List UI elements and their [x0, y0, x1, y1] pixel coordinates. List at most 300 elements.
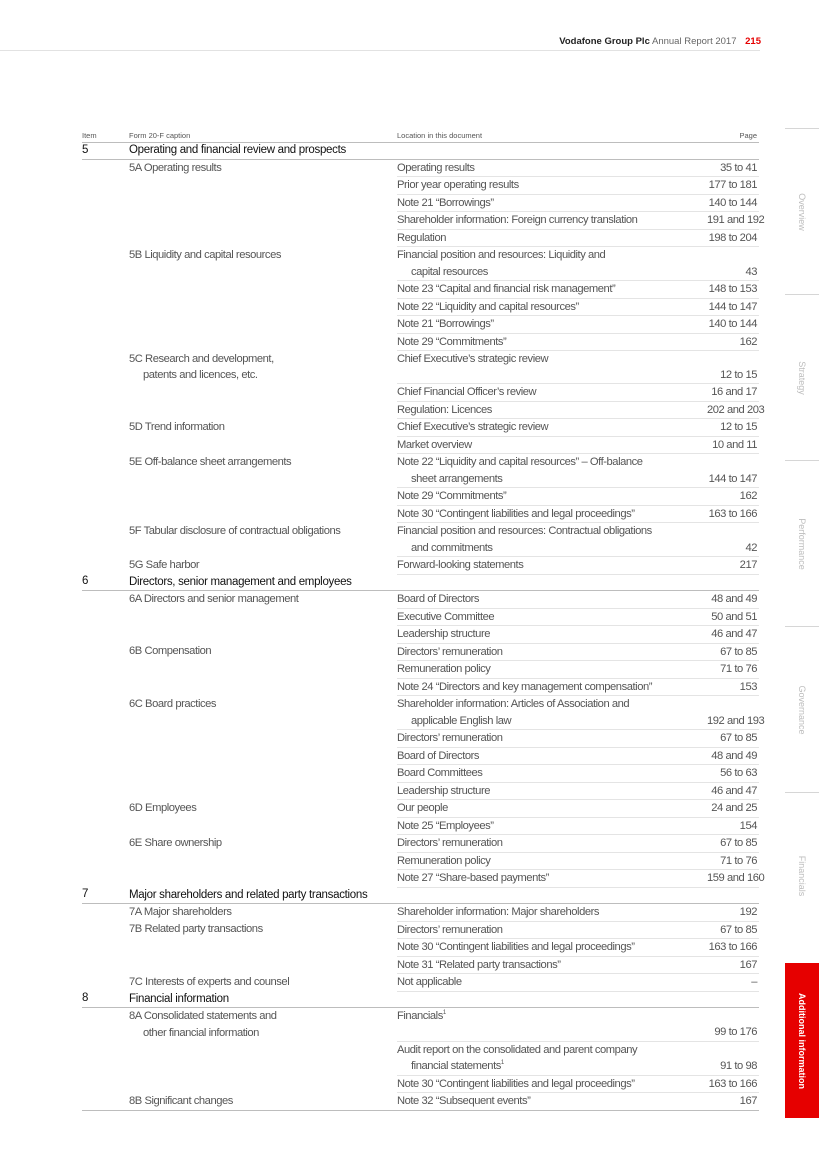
page-cell: 50 and 51: [707, 608, 759, 626]
table-row: [82, 730, 759, 748]
page-cell: 46 and 47: [707, 626, 759, 644]
table-row: [82, 626, 759, 644]
table-row: [82, 281, 759, 299]
page-number: 215: [745, 36, 761, 47]
location-text: Note 27 “Share-based payments”: [397, 872, 549, 884]
caption-cell: [129, 608, 397, 626]
table-row: [82, 835, 759, 853]
item-cell: [82, 1008, 129, 1042]
location-cell: [397, 488, 707, 506]
page-cell: 46 and 47: [707, 782, 759, 800]
side-tab-label: Financials: [797, 855, 807, 897]
location-cell: [397, 800, 707, 818]
location-text: Audit report on the consolidated and parent company: [397, 1043, 638, 1056]
location-cell: [397, 505, 707, 523]
location-cell: [397, 765, 707, 783]
location-cell: [397, 419, 707, 437]
location-cell: [397, 591, 707, 609]
caption-cell: [129, 591, 397, 609]
column-header-page: Page: [707, 128, 759, 143]
side-tab-label: Overview: [797, 193, 807, 231]
table-row: [82, 212, 759, 230]
page-cell: 56 to 63: [707, 765, 759, 783]
location-text: Leadership structure: [397, 628, 490, 640]
table-header-row: [82, 128, 759, 143]
section-row: [82, 574, 759, 591]
location-continuation-text: and commitments: [411, 541, 493, 554]
location-continuation: [397, 471, 707, 488]
location-cell: [397, 401, 707, 419]
caption-cell: [129, 974, 397, 992]
page-cell: 71 to 76: [707, 852, 759, 870]
location-cell: [397, 384, 707, 402]
item-cell: [82, 1075, 129, 1093]
location-text: Remuneration policy: [397, 854, 491, 867]
caption-cell: [129, 782, 397, 800]
page-cell: 154: [707, 817, 759, 835]
location-text: Note 22 “Liquidity and capital resources” – Off-balance: [397, 456, 643, 468]
section-item-number: 8: [82, 991, 129, 1008]
caption-text: 5A Operating results: [129, 161, 222, 174]
table-row: [82, 1093, 759, 1111]
caption-cell: [129, 281, 397, 299]
column-header-caption: Form 20-F caption: [129, 128, 397, 143]
page-cell: 217: [707, 557, 759, 575]
location-cell: [397, 1041, 707, 1075]
item-cell: [82, 436, 129, 454]
caption-cell: [129, 1075, 397, 1093]
caption-cell: [129, 488, 397, 506]
table-row: [82, 177, 759, 195]
caption-cell: [129, 956, 397, 974]
location-text: Chief Executive’s strategic review: [397, 421, 549, 433]
table-row: [82, 696, 759, 730]
page-cell: 177 to 181: [707, 177, 759, 195]
caption-continuation: patents and licences, etc.: [143, 369, 258, 381]
table-body: [82, 143, 765, 1111]
page-cell: 167: [707, 1093, 759, 1111]
page-cell: 163 to 166: [707, 505, 759, 523]
location-text: Note 30 “Contingent liabilities and legal proceedings”: [397, 1077, 635, 1090]
company-name: Vodafone Group Plc: [559, 36, 650, 47]
location-continuation: [397, 713, 707, 730]
section-title: Operating and financial review and prospects: [129, 143, 759, 160]
item-cell: [82, 608, 129, 626]
section-title: Financial information: [129, 991, 759, 1008]
location-cell: [397, 298, 707, 316]
item-cell: [82, 557, 129, 575]
location-continuation: [397, 264, 707, 281]
page-cell: 191 and 192: [707, 212, 759, 230]
page-cell: 48 and 49: [707, 747, 759, 765]
caption-cell: [129, 557, 397, 575]
item-cell: [82, 921, 129, 939]
table-row: [82, 159, 759, 177]
location-text: Shareholder information: Foreign currency translation: [397, 214, 638, 226]
page-cell: 162: [707, 488, 759, 506]
location-cell: [397, 730, 707, 748]
table-row: [82, 557, 759, 575]
caption-cell: [129, 316, 397, 334]
location-text: Note 32 “Subsequent events”: [397, 1095, 531, 1107]
caption-cell: [129, 626, 397, 644]
caption-cell: [129, 454, 397, 488]
location-cell: [397, 316, 707, 334]
location-cell: [397, 1008, 707, 1042]
item-cell: [82, 661, 129, 679]
side-tab-label: Strategy: [797, 361, 807, 395]
location-cell: [397, 212, 707, 230]
caption-cell: [129, 212, 397, 230]
item-cell: [82, 247, 129, 281]
location-text: Directors’ remuneration: [397, 645, 503, 658]
location-text: Note 22 “Liquidity and capital resources”: [397, 300, 579, 313]
caption-cell: [129, 523, 397, 557]
table-row: [82, 384, 759, 402]
item-cell: [82, 384, 129, 402]
page-cell: 162: [707, 333, 759, 351]
caption-cell: [129, 419, 397, 437]
location-text: Not applicable: [397, 976, 462, 988]
caption-cell: [129, 177, 397, 195]
section-row: [82, 991, 759, 1008]
caption-cell: [129, 643, 397, 661]
table-row: [82, 351, 759, 384]
location-cell: [397, 921, 707, 939]
caption-cell: [129, 159, 397, 177]
section-item-number: 5: [82, 143, 129, 160]
page-cell: 67 to 85: [707, 921, 759, 939]
location-cell: [397, 835, 707, 853]
caption-text: 6A Directors and senior management: [129, 593, 299, 605]
page-cell: 163 to 166: [707, 1075, 759, 1093]
side-tab-strategy[interactable]: [785, 294, 819, 461]
caption-cell: [129, 661, 397, 679]
item-cell: [82, 298, 129, 316]
location-text: Note 24 “Directors and key management compensation”: [397, 680, 653, 693]
item-cell: [82, 835, 129, 853]
side-tab-label: Governance: [797, 685, 807, 735]
table-row: [82, 401, 759, 419]
location-continuation-text: applicable English law: [411, 714, 512, 727]
table-row: [82, 1041, 759, 1075]
location-cell: [397, 351, 707, 384]
location-cell: [397, 678, 707, 696]
item-cell: [82, 316, 129, 334]
location-cell: [397, 194, 707, 212]
table-row: [82, 505, 759, 523]
caption-cell: [129, 333, 397, 351]
page-cell: 24 and 25: [707, 800, 759, 818]
table-row: [82, 608, 759, 626]
table-row: [82, 298, 759, 316]
location-cell: [397, 608, 707, 626]
item-cell: [82, 212, 129, 230]
table-row: [82, 194, 759, 212]
caption-cell: [129, 870, 397, 888]
location-text: Directors’ remuneration: [397, 732, 503, 744]
page-cell: 42: [707, 523, 759, 557]
caption-text: 5B Liquidity and capital resources: [129, 248, 281, 261]
side-tab-overview[interactable]: [785, 128, 819, 295]
location-text: Chief Executive’s strategic review: [397, 353, 549, 365]
location-text: Board of Directors: [397, 749, 480, 762]
footnote-marker: 1: [500, 1060, 504, 1066]
table-row: [82, 419, 759, 437]
location-cell: [397, 1075, 707, 1093]
location-text: Operating results: [397, 161, 475, 174]
table-row: [82, 229, 759, 247]
section-item-number: 6: [82, 574, 129, 591]
page-cell: 153: [707, 678, 759, 696]
section-row: [82, 887, 759, 904]
location-text: Remuneration policy: [397, 663, 491, 675]
item-cell: [82, 229, 129, 247]
page-cell: 43: [707, 247, 759, 281]
section-title: Major shareholders and related party transactions: [129, 887, 759, 904]
location-cell: [397, 281, 707, 299]
item-cell: [82, 696, 129, 730]
location-continuation: [397, 540, 707, 557]
item-cell: [82, 591, 129, 609]
caption-cell: [129, 696, 397, 730]
table-row: [82, 247, 759, 281]
item-cell: [82, 454, 129, 488]
item-cell: [82, 939, 129, 957]
location-text: Note 21 “Borrowings”: [397, 196, 494, 209]
table-row: [82, 454, 759, 488]
item-cell: [82, 159, 129, 177]
table-row: [82, 436, 759, 454]
caption-cell: [129, 505, 397, 523]
table-row: [82, 974, 759, 992]
location-text: Leadership structure: [397, 784, 490, 797]
page-cell: 12 to 15: [707, 419, 759, 437]
column-header-location: Location in this document: [397, 128, 707, 143]
caption-cell: [129, 800, 397, 818]
page-cell: 48 and 49: [707, 591, 759, 609]
caption-text: 8B Significant changes: [129, 1094, 233, 1107]
location-cell: [397, 661, 707, 679]
location-continuation: [397, 1058, 707, 1075]
location-cell: [397, 1093, 707, 1111]
page-cell: 144 to 147: [707, 298, 759, 316]
table-row: [82, 661, 759, 679]
side-tab-additional-information[interactable]: [785, 963, 819, 1118]
caption-cell: [129, 247, 397, 281]
item-cell: [82, 505, 129, 523]
location-text: Note 31 “Related party transactions”: [397, 958, 561, 971]
page-cell: 35 to 41: [707, 159, 759, 177]
caption-text: 7B Related party transactions: [129, 923, 263, 935]
item-cell: [82, 852, 129, 870]
location-cell: [397, 177, 707, 195]
item-cell: [82, 419, 129, 437]
caption-text: 6D Employees: [129, 801, 197, 814]
section-item-number: 7: [82, 887, 129, 904]
caption-text: 6B Compensation: [129, 645, 212, 657]
caption-text: 6C Board practices: [129, 697, 217, 710]
item-cell: [82, 817, 129, 835]
caption-text: 8A Consolidated statements and: [129, 1010, 277, 1022]
location-cell: [397, 523, 707, 557]
location-cell: [397, 904, 707, 922]
page-cell: 71 to 76: [707, 661, 759, 679]
location-cell: [397, 454, 707, 488]
item-cell: [82, 488, 129, 506]
item-cell: [82, 1093, 129, 1111]
page-cell: 140 to 144: [707, 316, 759, 334]
table-row: [82, 591, 759, 609]
caption-text: 5C Research and development,: [129, 352, 274, 365]
table-row: [82, 870, 759, 888]
caption-cell: [129, 384, 397, 402]
item-cell: [82, 974, 129, 992]
location-text: Shareholder information: Major shareholders: [397, 906, 600, 918]
page-cell: 144 to 147: [707, 454, 759, 488]
location-cell: [397, 939, 707, 957]
page-cell: 140 to 144: [707, 194, 759, 212]
location-cell: [397, 696, 707, 730]
page-cell: 67 to 85: [707, 730, 759, 748]
footnote-marker: 1: [442, 1010, 446, 1016]
caption-cell: [129, 939, 397, 957]
caption-text: 5F Tabular disclosure of contractual obligations: [129, 524, 341, 537]
side-tab-financials[interactable]: [785, 792, 819, 959]
item-cell: [82, 765, 129, 783]
caption-cell: [129, 229, 397, 247]
table-row: [82, 1075, 759, 1093]
page-cell: 10 and 11: [707, 436, 759, 454]
table-row: [82, 904, 759, 922]
location-cell: [397, 747, 707, 765]
location-cell: [397, 229, 707, 247]
section-title: Directors, senior management and employees: [129, 574, 759, 591]
location-cell: [397, 247, 707, 281]
location-text: Our people: [397, 802, 448, 814]
caption-continuation: other financial information: [143, 1026, 259, 1039]
location-text: Regulation: [397, 231, 446, 244]
caption-cell: [129, 436, 397, 454]
item-cell: [82, 523, 129, 557]
caption-cell: [129, 1041, 397, 1075]
table-row: [82, 643, 759, 661]
item-cell: [82, 904, 129, 922]
table-row: [82, 523, 759, 557]
side-tab-label: Additional information: [797, 992, 807, 1089]
location-continuation-text: financial statements: [411, 1060, 501, 1072]
item-cell: [82, 643, 129, 661]
caption-text: 7A Major shareholders: [129, 906, 232, 918]
location-text: Note 23 “Capital and financial risk management”: [397, 283, 616, 295]
page-cell: 12 to 15: [707, 351, 759, 384]
page-cell: –: [707, 974, 759, 992]
table-row: [82, 488, 759, 506]
page-cell: 91 to 98: [707, 1041, 759, 1075]
item-cell: [82, 626, 129, 644]
running-header: [559, 36, 761, 47]
location-cell: [397, 557, 707, 575]
item-cell: [82, 281, 129, 299]
header-rule: [0, 50, 760, 51]
page-cell: 67 to 85: [707, 643, 759, 661]
location-text: Market overview: [397, 438, 472, 451]
caption-text: 5G Safe harbor: [129, 558, 200, 571]
location-continuation-text: capital resources: [411, 265, 488, 278]
table-row: [82, 800, 759, 818]
table-row: [82, 782, 759, 800]
item-cell: [82, 730, 129, 748]
caption-cell: [129, 1093, 397, 1111]
table-row: [82, 921, 759, 939]
column-header-item: Item: [82, 128, 129, 143]
page-cell: 198 to 204: [707, 229, 759, 247]
side-tab-performance[interactable]: [785, 460, 819, 627]
location-text: Directors’ remuneration: [397, 923, 503, 936]
caption-cell: [129, 194, 397, 212]
location-cell: [397, 436, 707, 454]
location-text: Financial position and resources: Liquidity and: [397, 249, 606, 261]
item-cell: [82, 800, 129, 818]
location-text: Board of Directors: [397, 593, 480, 605]
page-cell: 99 to 176: [707, 1008, 759, 1042]
item-cell: [82, 194, 129, 212]
caption-cell: [129, 678, 397, 696]
item-cell: [82, 747, 129, 765]
location-text: Board Committees: [397, 767, 483, 779]
location-text: Financials: [397, 1010, 443, 1022]
table-row: [82, 333, 759, 351]
side-tab-governance[interactable]: [785, 626, 819, 793]
caption-cell: [129, 351, 397, 384]
page-cell: 159 and 160: [707, 870, 759, 888]
side-tab-label: Performance: [797, 518, 807, 570]
caption-cell: [129, 835, 397, 853]
table-row: [82, 852, 759, 870]
location-text: Regulation: Licences: [397, 403, 492, 416]
location-cell: [397, 817, 707, 835]
page-cell: 67 to 85: [707, 835, 759, 853]
location-cell: [397, 333, 707, 351]
item-cell: [82, 782, 129, 800]
table-row: [82, 678, 759, 696]
cross-reference-table: [82, 128, 765, 1111]
item-cell: [82, 870, 129, 888]
location-text: Chief Financial Officer’s review: [397, 386, 537, 398]
section-row: [82, 143, 759, 160]
caption-cell: [129, 730, 397, 748]
caption-text: 5D Trend information: [129, 420, 225, 433]
location-cell: [397, 643, 707, 661]
page-cell: 163 to 166: [707, 939, 759, 957]
item-cell: [82, 678, 129, 696]
location-cell: [397, 852, 707, 870]
caption-cell: [129, 1008, 397, 1042]
page-cell: 202 and 203: [707, 401, 759, 419]
location-text: Note 30 “Contingent liabilities and legal proceedings”: [397, 507, 635, 520]
page-cell: 16 and 17: [707, 384, 759, 402]
item-cell: [82, 177, 129, 195]
location-text: Note 25 “Employees”: [397, 819, 494, 832]
item-cell: [82, 956, 129, 974]
table-row: [82, 1008, 759, 1042]
caption-cell: [129, 401, 397, 419]
caption-cell: [129, 765, 397, 783]
location-text: Prior year operating results: [397, 179, 519, 191]
caption-cell: [129, 921, 397, 939]
location-text: Forward-looking statements: [397, 559, 524, 571]
page-cell: 192: [707, 904, 759, 922]
